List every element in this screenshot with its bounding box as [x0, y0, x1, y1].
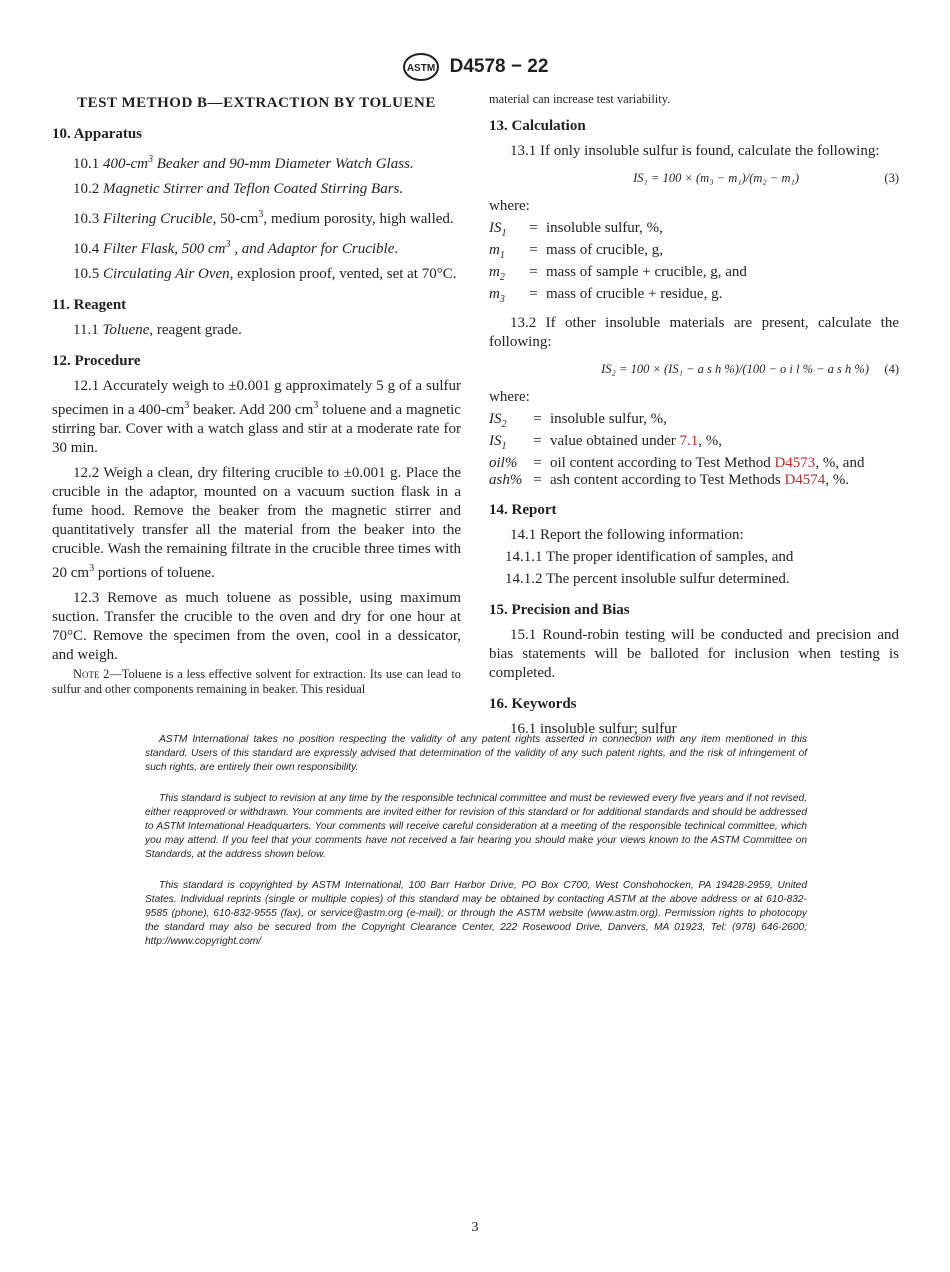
paragraph-10-1: 10.1 $400-cm^3$ Beaker and 90-mm Diameter Watch Glass. — [73, 154, 414, 172]
page-number: 3 — [471, 1220, 479, 1235]
paragraph-10-4: 10.4 Filter Flask, 500 $cm^3$ , and Adaptor for Crucible. — [73, 239, 399, 257]
definition-row: oil% = oil content according to Test Method D4573, %, and — [489, 455, 865, 471]
svg-text:ASTM: ASTM — [406, 63, 435, 74]
definition-row: $m_3$ = mass of crucible + residue, g. — [489, 286, 723, 305]
patent-notice: ASTM International takes no position respecting the validity of any patent rights asserted in connection with any item mentioned in this standard. Users of this standard are expressly advised that determination of the validity of any such patent rights, and the risk of infringement of such rights, are entirely their own responsibility. — [145, 734, 807, 773]
paragraph-10-3: 10.3 Filtering Crucible, $50-cm^3$, medium porosity, high walled. — [73, 209, 454, 227]
paragraph-11-1: 11.1 Toluene, reagent grade. — [73, 322, 242, 338]
section-heading: 10. Apparatus — [52, 126, 143, 142]
revision-notice: This standard is subject to revision at any time by the responsible technical committee and must be reviewed every five years and if not revised, either reapproved or withdrawn. Your comments are invited either for revision of this standard or for additional standards and should be addressed to ASTM International Headquarters. Your comments will receive careful consideration at a meeting of the responsible technical committee, which you may attend. If you feel that your comments have not received a fair hearing you should make your views known to the ASTM Committee on Standards, at the address shown below. — [145, 793, 807, 860]
section-heading: 16. Keywords — [489, 696, 577, 712]
left-column — [52, 92, 461, 697]
paragraph-13-1: 13.1 If only insoluble sulfur is found, calculate the following: — [510, 143, 880, 159]
equation-expression: IS₁ = 100 × (m₃ − m₁)/(m₂ − m₁) — [633, 171, 799, 185]
equation-expression: IS₂ = 100 × (IS₁ − a s h %)/(100 − o i l % − a s h %) — [601, 362, 869, 376]
paragraph-12-2: 12.2 Weigh a clean, dry filtering crucible to ±0.001 g. Place the crucible in the adaptor, mounted on a vacuum suction flask in a fume hood. Remove the beaker from the magnetic stirrer and quantitatively transfer all the material from the beaker into the crucible. Wash the remaining filtrate in the crucible three times with 20 $cm^3$ portions of toluene. — [52, 465, 461, 581]
standard-link[interactable]: D4573 — [774, 455, 816, 471]
paragraph-16-1: 16.1 insoluble sulfur; sulfur — [510, 721, 677, 737]
definition-row: $IS_2$ = insoluble sulfur, %, — [489, 411, 667, 430]
page-header — [0, 52, 950, 82]
definitions-table-1 — [489, 220, 747, 308]
paragraph-12-1: 12.1 Accurately weigh to ±0.001 g approximately 5 g of a sulfur specimen in a $400-cm^3$ beaker. Add 200 $cm^3$ toluene and a magnetic stirring bar. Cover with a watch glass and stir at a moderate rate for 30 min. — [52, 378, 461, 456]
paragraph-10-2: 10.2 Magnetic Stirrer and Teflon Coated Stirring Bars. — [73, 181, 404, 197]
definition-row: $IS_1$ = value obtained under 7.1, %, — [489, 433, 723, 452]
paragraph-14-1: 14.1 Report the following information: — [510, 527, 744, 543]
section-heading: 12. Procedure — [52, 353, 141, 369]
footer-notice — [145, 733, 807, 966]
item-14-1-2: 14.1.2 The percent insoluble sulfur determined. — [505, 571, 790, 587]
section-heading: 14. Report — [489, 502, 557, 518]
paragraph-15-1: 15.1 Round-robin testing will be conducted and precision and bias statements will be balloted for inclusion when testing is completed. — [489, 627, 899, 681]
where-label: where: — [489, 198, 530, 214]
item-14-1-1: 14.1.1 The proper identification of samples, and — [505, 549, 794, 565]
designation: D4578 − 22 — [449, 56, 549, 77]
paragraph-10-5: 10.5 Circulating Air Oven, explosion proof, vented, set at 70°C. — [73, 266, 457, 282]
standard-link[interactable]: D4574 — [784, 472, 826, 488]
equation-number: (3) — [884, 171, 899, 185]
equation-3 — [489, 167, 899, 191]
method-title: TEST METHOD B—EXTRACTION BY TOLUENE — [77, 95, 436, 111]
section-heading: 13. Calculation — [489, 118, 586, 134]
equation-number: (4) — [884, 362, 899, 376]
where-label: where: — [489, 389, 530, 405]
right-column — [489, 92, 899, 745]
paragraph-13-2: 13.2 If other insoluble materials are present, calculate the following: — [489, 315, 899, 350]
copyright-notice: This standard is copyrighted by ASTM International, 100 Barr Harbor Drive, PO Box C700, West Conshohocken, PA 19428-2959, United States. Individual reprints (single or multiple copies) of this standard may be obtained by contacting ASTM at the above address or at 610-832-9585 (phone), 610-832-9555 (fax), or service@astm.org (e-mail); or through the ASTM website (www.astm.org). Permission rights to photocopy the standard may also be secured from the Copyright Clearance Center, 222 Rosewood Drive, Danvers, MA 01923, Tel: (978) 646-2600; http://www.copyright.com/ — [145, 880, 807, 947]
section-heading: 11. Reagent — [52, 297, 127, 313]
definition-row: $IS_1$ = insoluble sulfur, %, — [489, 220, 663, 239]
equation-4 — [489, 358, 899, 382]
definition-row: ash% = ash content according to Test Methods D4574, %. — [489, 472, 850, 488]
definition-row: $m_2$ = mass of sample + crucible, g, and — [489, 264, 747, 283]
definition-row: $m_1$ = mass of crucible, g, — [489, 242, 664, 261]
carry-over-text: material can increase test variability. — [489, 92, 671, 106]
note-2: Note 2—Toluene is a less effective solvent for extraction. Its use can lead to sulfur and other components remaining in beaker. This residual — [52, 667, 461, 696]
paragraph-12-3: 12.3 Remove as much toluene as possible, using maximum suction. Transfer the crucible to the oven and dry for one hour at 70°C. Remove the specimen from the oven, cool in a dessicator, and weigh. — [52, 590, 461, 663]
astm-logo-icon — [402, 52, 440, 82]
definitions-table-2 — [489, 411, 864, 489]
section-heading: 15. Precision and Bias — [489, 602, 630, 618]
section-link[interactable]: 7.1 — [679, 433, 699, 449]
